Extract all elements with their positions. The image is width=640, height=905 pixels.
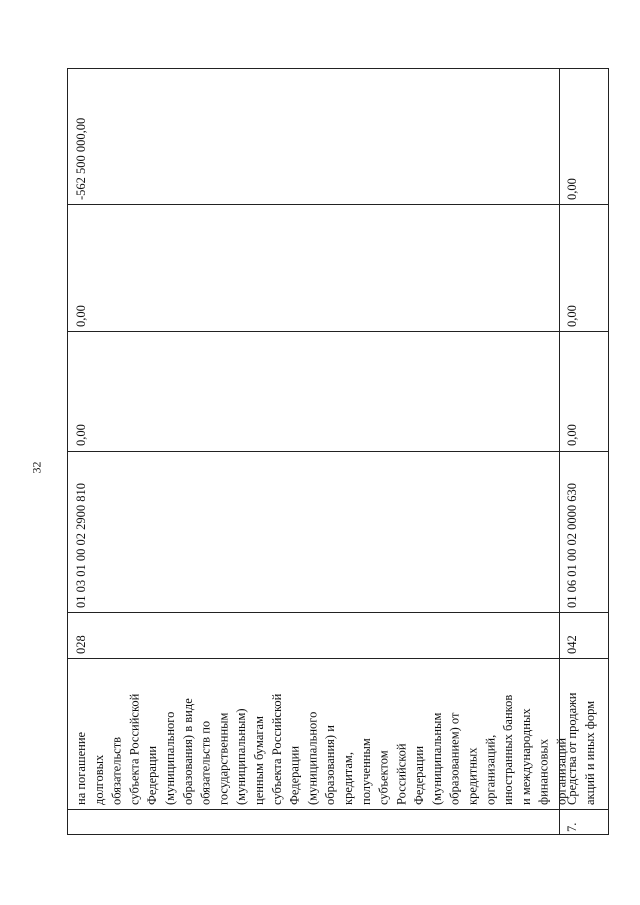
row-name-line: (муниципальным [429, 712, 444, 805]
row-name-line: обязательств [109, 736, 124, 805]
row-name-line: долговых [91, 754, 106, 805]
row-name-line: (муниципального [305, 711, 320, 805]
row-name-line: акций и иных форм [582, 700, 597, 805]
row-name-line: обязательств по [198, 720, 213, 805]
row-name-line: ценным бумагам [251, 716, 266, 805]
row-name-line: Средства от продажи [565, 692, 579, 805]
admin-code-cell: 042 [565, 635, 579, 654]
row-name-line: образования) в виде [180, 698, 195, 805]
budget-code-cell: 01 03 01 00 02 2900 810 [74, 483, 88, 608]
row-name-line: образования) и [323, 725, 338, 805]
row-name-line: Российской [394, 743, 409, 805]
value-cell-c: 0,00 [565, 178, 579, 200]
row-name-line: полученным [358, 738, 373, 805]
value-cell-a: 0,00 [565, 424, 579, 446]
value-cell-c: -562 500 000,00 [74, 117, 88, 200]
row-name-line: иностранных банков [501, 694, 516, 805]
row-name-line: (муниципального [162, 711, 177, 805]
row-name-line: Федерации [412, 745, 427, 805]
row-name-line: Федерации [287, 745, 302, 805]
budget-table [67, 68, 609, 835]
row-name-cell [564, 663, 600, 805]
row-name-line: кредитных [465, 747, 480, 805]
row-name-line: субъектом [376, 750, 391, 805]
value-cell-a: 0,00 [74, 424, 88, 446]
row-name-line: кредитам, [340, 752, 355, 805]
row-name-line: Федерации [145, 745, 160, 805]
admin-code-cell: 028 [74, 635, 88, 654]
row-name-line: государственным [216, 712, 231, 805]
row-name-line: организаций [554, 737, 569, 805]
row-name-line: (муниципальным) [234, 708, 249, 805]
row-name-line: образованием) от [447, 712, 462, 805]
page-number: 32 [29, 461, 44, 474]
value-cell-b: 0,00 [74, 305, 88, 327]
value-cell-b: 0,00 [565, 305, 579, 327]
row-index-cell: 7. [565, 822, 579, 832]
row-name-line: организаций, [483, 734, 498, 805]
budget-code-cell: 01 06 01 00 02 0000 630 [565, 483, 579, 608]
row-name-cell [73, 663, 571, 805]
row-name-line: субъекта Российской [269, 693, 284, 805]
row-name-line: субъекта Российской [127, 693, 142, 805]
row-name-line: финансовых [536, 738, 551, 805]
row-name-line: и международных [518, 708, 533, 805]
row-name-line: на погашение [74, 731, 88, 805]
